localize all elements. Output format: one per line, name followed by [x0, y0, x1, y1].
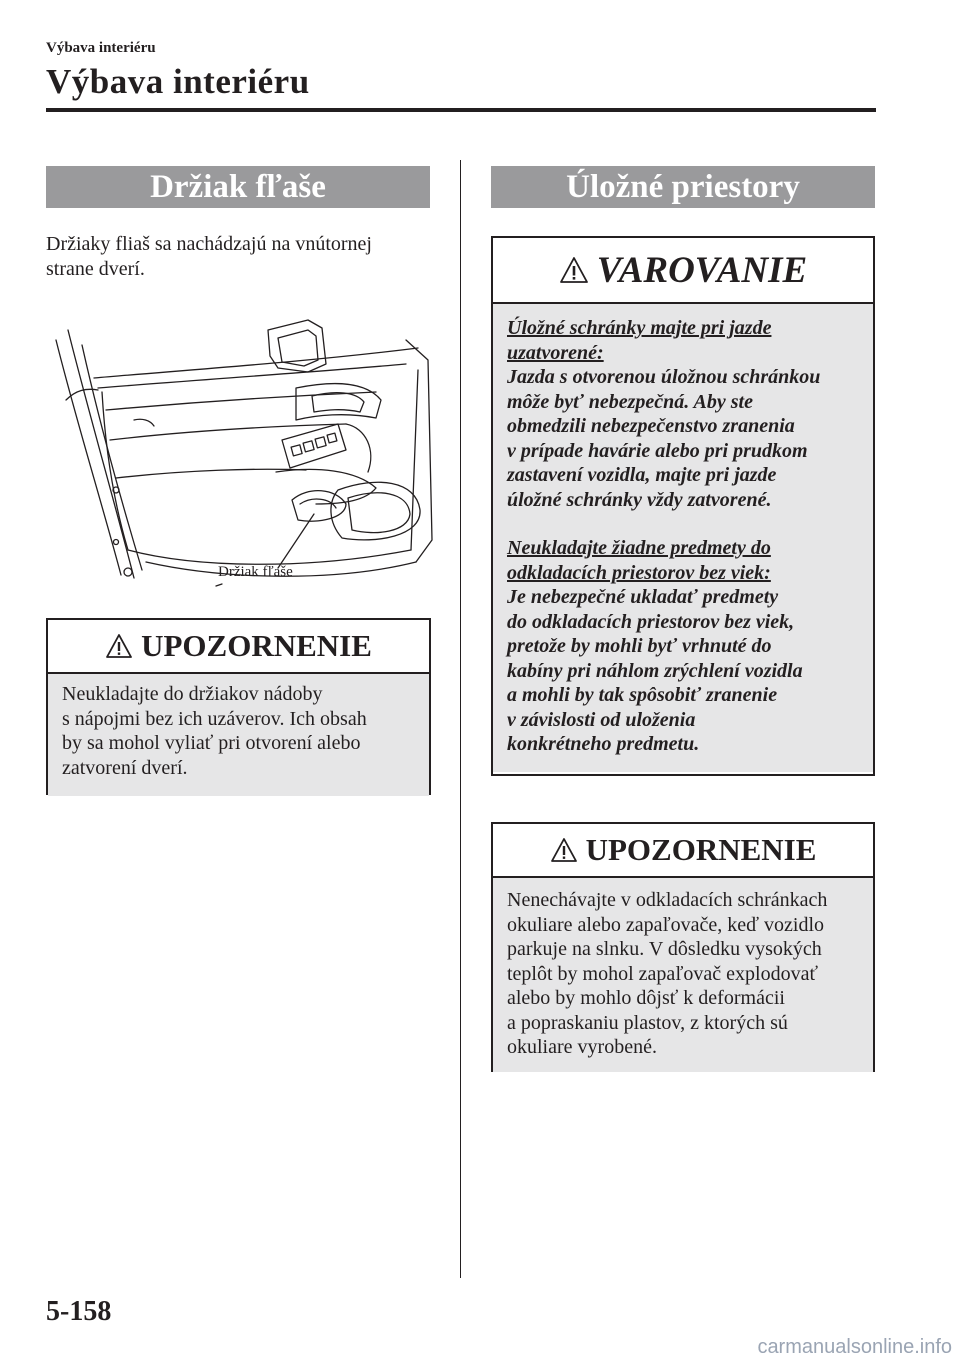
breadcrumb: Výbava interiéru — [46, 40, 156, 56]
warning-triangle-icon — [105, 633, 133, 659]
warning-line: Je nebezpečné ukladať predmety — [507, 586, 779, 608]
warning-line: Jazda s otvorenou úložnou schránkou — [507, 366, 821, 388]
column-divider — [460, 160, 461, 1278]
caution-line: by sa mohol vyliať pri otvorení alebo — [62, 732, 361, 754]
caution-line: Nenechávajte v odkladacích schránkach — [507, 889, 828, 911]
caution-box — [46, 618, 431, 795]
warning-triangle-icon — [550, 837, 578, 863]
caution-line: okuliare vyrobené. — [507, 1036, 657, 1058]
caution-title: UPOZORNENIE — [585, 832, 817, 867]
caution-header — [48, 620, 429, 672]
caution-line: teplôt by mohol zapaľovač explodovať — [507, 962, 819, 985]
paragraph-gap — [507, 512, 861, 536]
warning-subheading: uzatvorené: — [507, 341, 604, 364]
caution-line: s nápojmi bez ich uzáverov. Ich obsah — [62, 707, 367, 730]
page-title: Výbava interiéru — [46, 62, 310, 101]
warning-line: konkrétneho predmetu. — [507, 733, 700, 755]
warning-subheading: Neukladajte žiadne predmety do — [507, 537, 771, 559]
warning-line: do odkladacích priestorov bez viek, — [507, 610, 795, 633]
caution-line: okuliare alebo zapaľovače, keď vozidlo — [507, 913, 825, 936]
warning-line: pretože by mohli byť vrhnuté do — [507, 635, 772, 657]
figure-label: Držiak fľaše — [218, 564, 293, 580]
caution-line: Neukladajte do držiakov nádoby — [62, 683, 323, 705]
caution-body — [48, 672, 429, 796]
bottle-holder-heading: Držiak fľaše — [46, 166, 430, 208]
warning-line: zastavení vozidla, majte pri jazde — [507, 464, 777, 486]
caution-line: parkuje na slnku. V dôsledku vysokých — [507, 938, 822, 960]
warning-line: a mohli by tak spôsobiť zranenie — [507, 684, 778, 706]
warning-line: môže byť nebezpečná. Aby ste — [507, 390, 753, 413]
bottle-holder-intro — [46, 232, 436, 281]
watermark: carmanualsonline.info — [757, 1336, 952, 1358]
caution-line: a popraskaniu plastov, z ktorých sú — [507, 1011, 788, 1034]
warning-body — [493, 302, 873, 772]
warning-line: obmedzili nebezpečenstvo zranenia — [507, 415, 795, 437]
caution-title: UPOZORNENIE — [141, 628, 372, 663]
caution-header — [493, 824, 873, 876]
caution-box — [491, 822, 875, 1072]
door-illustration — [46, 300, 436, 600]
storage-heading: Úložné priestory — [491, 166, 875, 208]
page-number: 5-158 — [46, 1296, 112, 1327]
intro-line: Držiaky fliaš sa nachádzajú na vnútornej — [46, 233, 372, 255]
warning-line: v prípade havárie alebo pri prudkom — [507, 439, 808, 462]
intro-line: strane dverí. — [46, 257, 145, 280]
warning-title: VAROVANIE — [596, 249, 808, 291]
title-rule — [46, 108, 876, 112]
warning-header — [493, 238, 873, 302]
caution-line: zatvorení dverí. — [62, 756, 188, 779]
warning-box — [491, 236, 875, 776]
caution-line: alebo by mohlo dôjsť k deformácii — [507, 987, 785, 1009]
warning-subheading: Úložné schránky majte pri jazde — [507, 317, 772, 339]
warning-triangle-icon — [559, 256, 589, 284]
warning-line: kabíny pri náhlom zrýchlení vozidla — [507, 659, 803, 682]
caution-body — [493, 876, 873, 1072]
warning-line: v závislosti od uloženia — [507, 708, 696, 731]
warning-subheading: odkladacích priestorov bez viek: — [507, 561, 771, 584]
warning-line: úložné schránky vždy zatvorené. — [507, 488, 772, 511]
